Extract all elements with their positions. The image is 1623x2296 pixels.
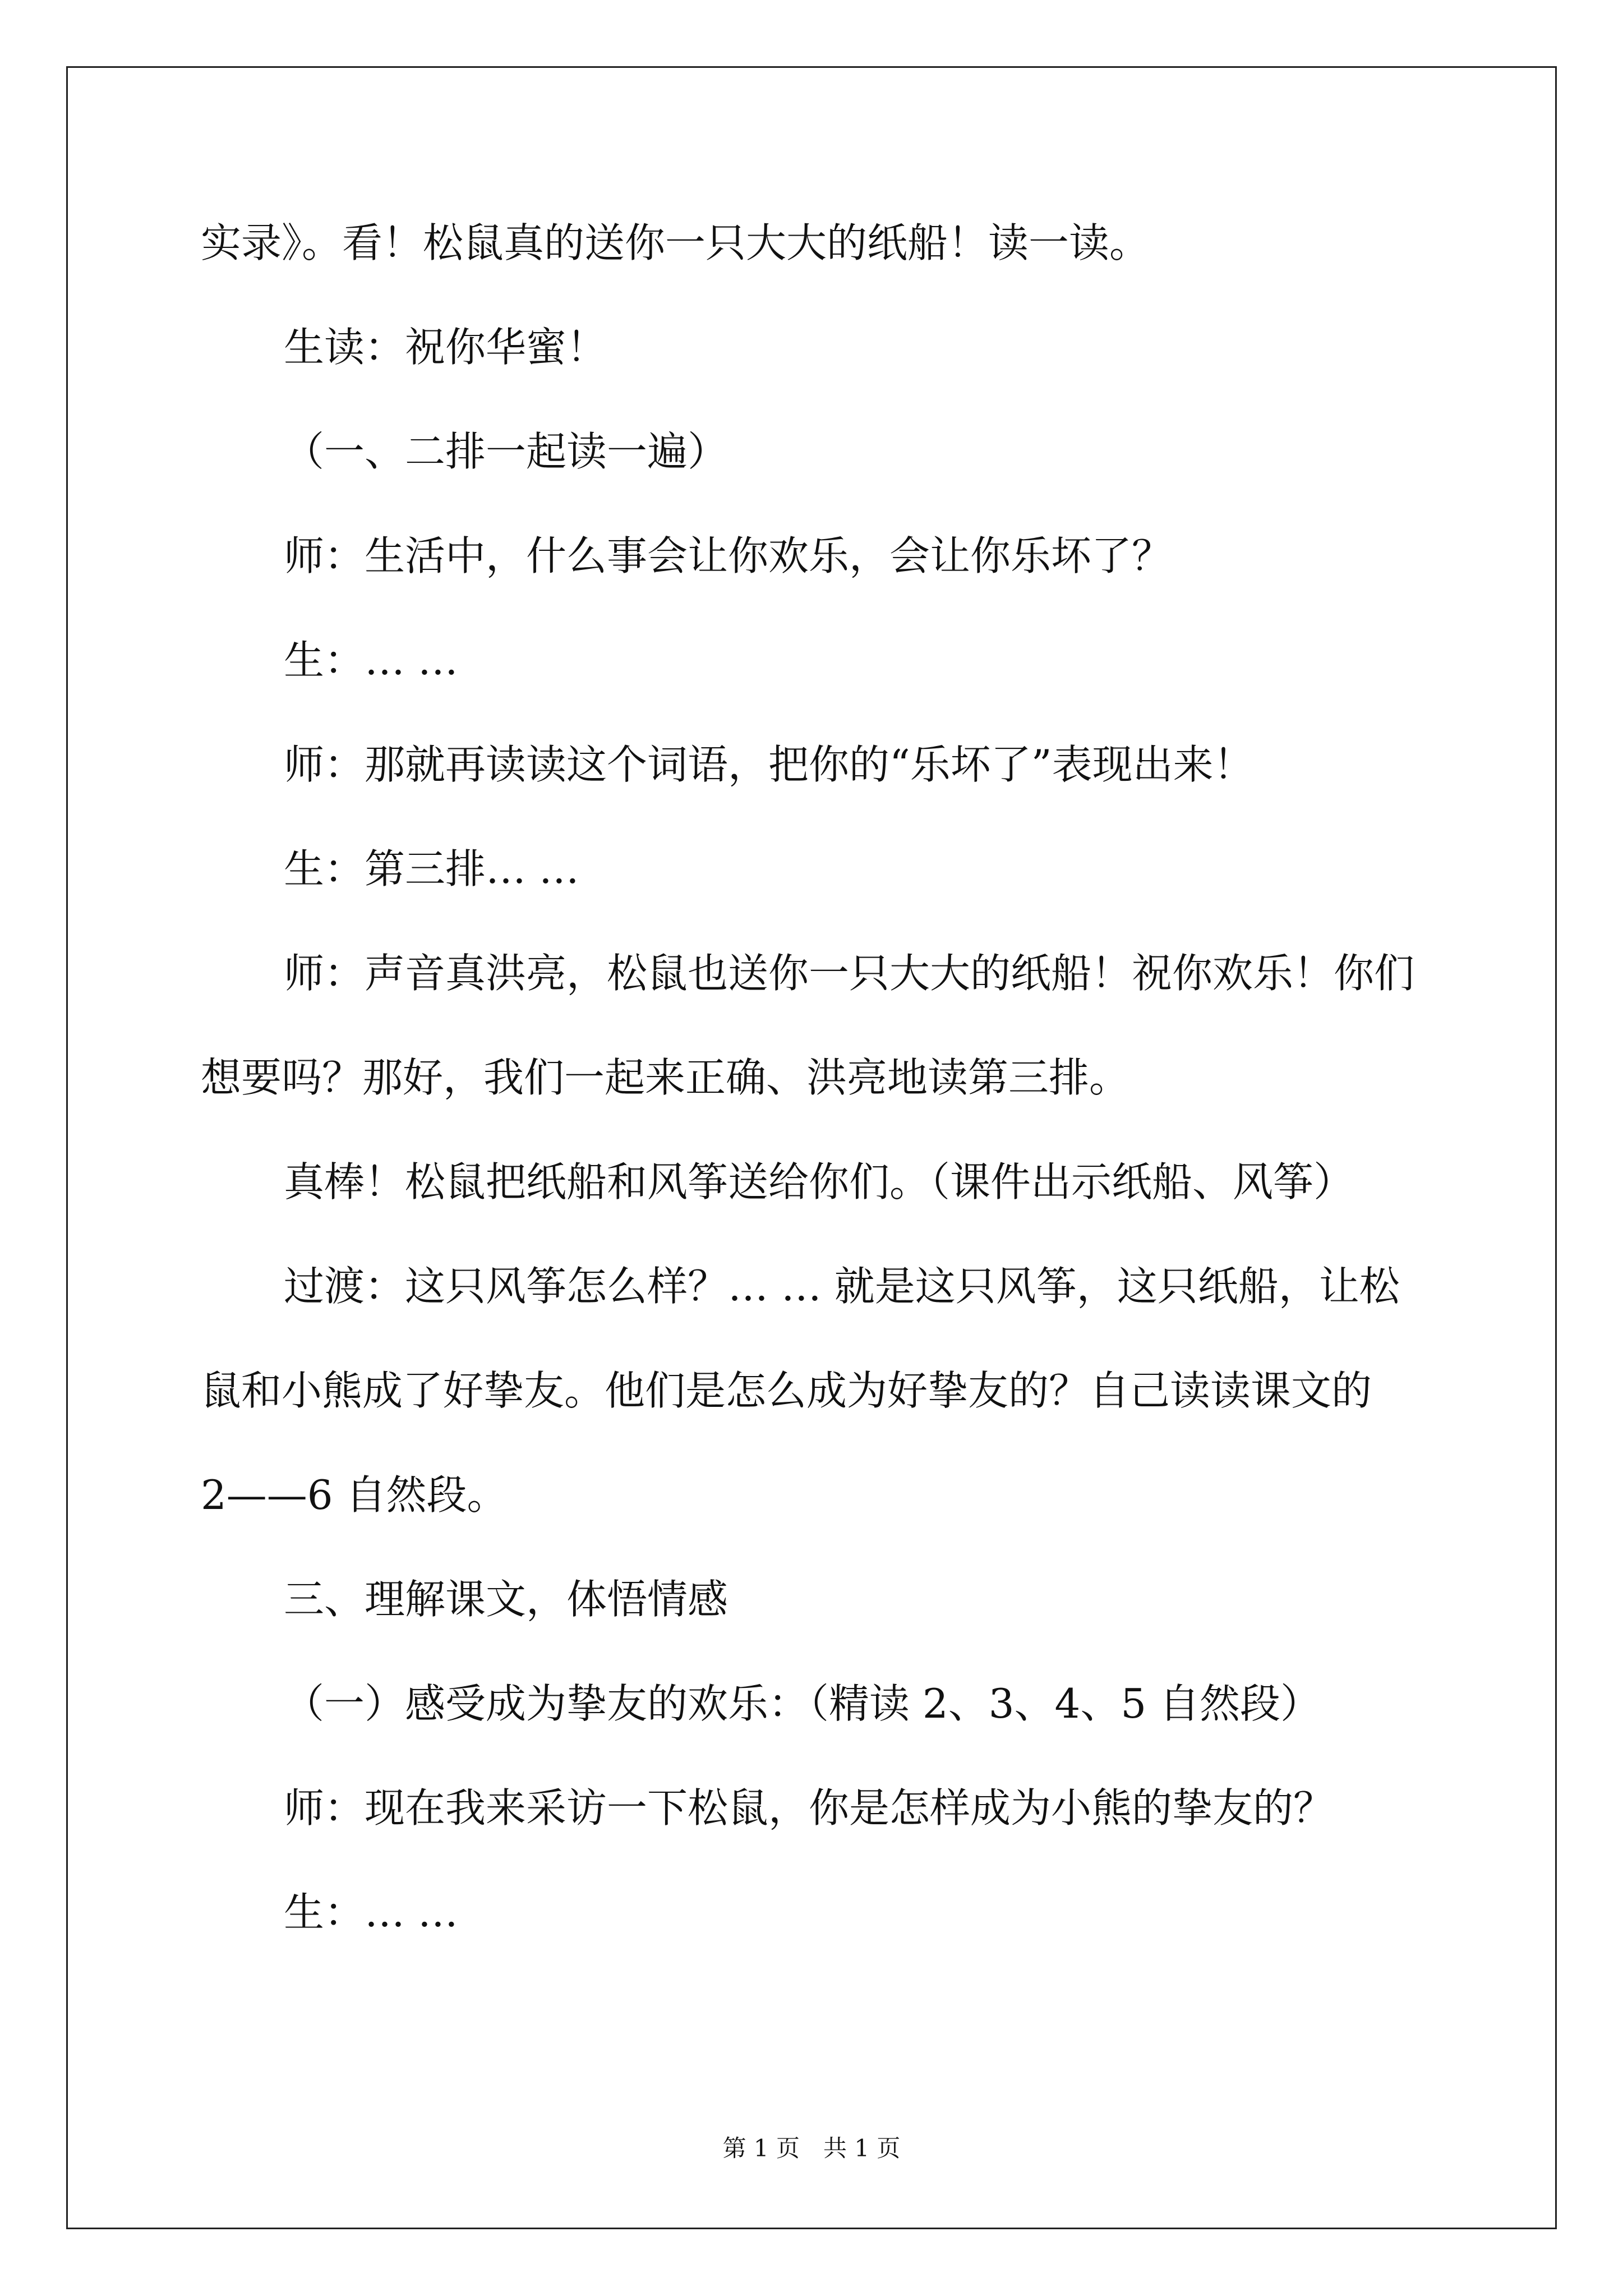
- paragraph-continuation: [201, 1025, 1429, 1130]
- text-line: 师：声音真洪亮，松鼠也送你一只大大的纸船！祝你欢乐！你们: [284, 950, 1415, 997]
- paragraph: [201, 191, 1429, 295]
- text-line: 实录》。看！松鼠真的送你一只大大的纸船！读一读。: [201, 219, 1150, 266]
- text-line: 师：现在我来采访一下松鼠，你是怎样成为小熊的挚友的？: [284, 1784, 1334, 1832]
- text-line: 过渡：这只风筝怎么样？… … 就是这只风筝，这只纸船，让松: [284, 1263, 1400, 1310]
- paragraph: [201, 1234, 1429, 1338]
- paragraph: [201, 1860, 1429, 1964]
- text-line: 想要吗？那好，我们一起来正确、洪亮地读第三排。: [201, 1054, 1130, 1101]
- paragraph: [201, 504, 1429, 608]
- paragraph-continuation: [201, 1338, 1429, 1443]
- subsection-heading: [201, 1651, 1429, 1756]
- section-heading: [201, 1547, 1429, 1651]
- page-number: 第 1 页 共 1 页: [722, 2134, 901, 2162]
- text-line: 生：… …: [284, 637, 458, 684]
- paragraph: [201, 399, 1429, 504]
- text-line: 师：那就再读读这个词语，把你的“乐坏了”表现出来！: [284, 741, 1254, 788]
- text-line: 生读：祝你华蜜！: [284, 324, 607, 371]
- document-body: [201, 191, 1429, 1964]
- text-line: 三、理解课文，体悟情感: [284, 1576, 728, 1623]
- text-line: 生：第三排… …: [284, 845, 579, 892]
- paragraph: [201, 608, 1429, 712]
- text-line: 鼠和小熊成了好挚友。他们是怎么成为好挚友的？自己读读课文的: [201, 1367, 1372, 1414]
- text-line: 生：… …: [284, 1889, 458, 1936]
- paragraph: [201, 295, 1429, 399]
- paragraph: [201, 817, 1429, 921]
- text-line: 2——6 自然段。: [201, 1471, 508, 1519]
- text-line: 真棒！松鼠把纸船和风筝送给你们。（课件出示纸船、风筝）: [284, 1158, 1354, 1205]
- paragraph: [201, 712, 1429, 817]
- page-footer: [0, 2133, 1623, 2164]
- text-line: （一、二排一起读一遍）: [284, 428, 728, 475]
- paragraph-continuation: [201, 1443, 1429, 1547]
- paragraph: [201, 1756, 1429, 1860]
- paragraph: [201, 1130, 1429, 1234]
- paragraph: [201, 921, 1429, 1025]
- text-line: 师：生活中，什么事会让你欢乐，会让你乐坏了？: [284, 532, 1173, 579]
- text-line: （一）感受成为挚友的欢乐：（精读 2、3、4、5 自然段）: [284, 1680, 1321, 1727]
